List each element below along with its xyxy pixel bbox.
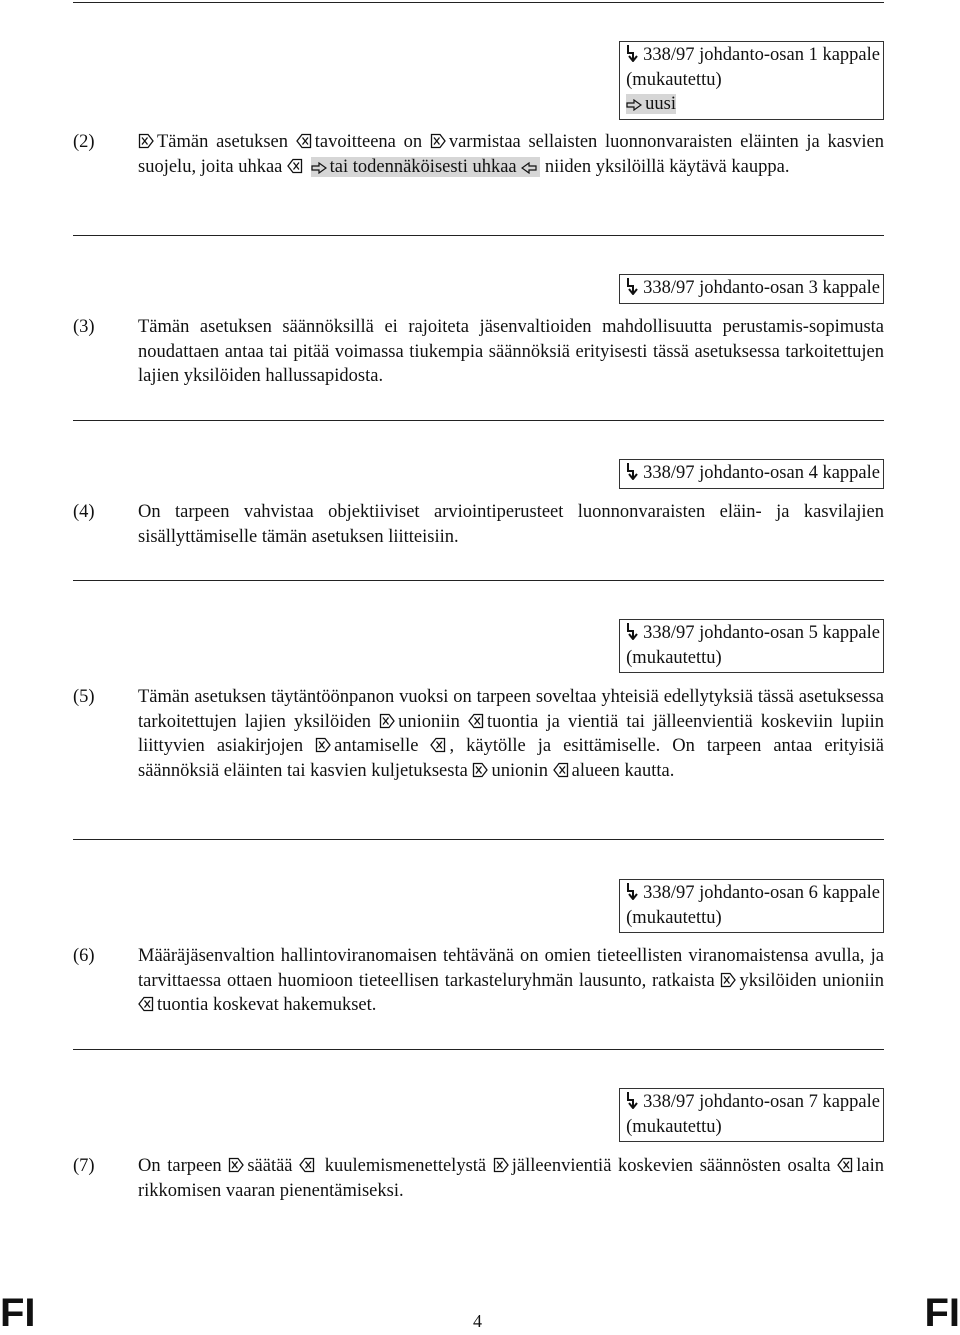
reference-label: 338/97 johdanto-osan 5 kappale [643,623,880,643]
paragraph-text [138,1154,884,1203]
text-segment: tuontia koskevat hakemukset. [157,995,377,1016]
paragraph-text [138,130,884,179]
paragraph-number: (2) [73,132,95,152]
text-segment: jälleenvientiä koskevien säännösten osalta [511,1156,831,1176]
insert-marker-icon [493,1157,509,1173]
reference-label: 338/97 johdanto-osan 7 kappale [643,1092,880,1112]
insert-marker-icon [720,972,736,988]
paragraph-number: (4) [73,502,95,522]
text-segment: niiden yksilöillä käytävä kauppa. [544,156,790,177]
left-arrow-icon [521,162,537,174]
paragraph-5 [73,685,884,784]
insert-marker-icon [379,713,395,729]
paragraph-text [138,685,884,784]
reference-box [619,41,884,120]
delete-marker-icon [430,737,446,753]
section-divider [73,839,884,840]
paragraph-3 [73,315,884,389]
right-arrow-icon [626,99,642,111]
reference-note: (mukautettu) [626,1116,722,1137]
footer-language-right: FI [924,1291,960,1335]
paragraph-number: (7) [73,1156,95,1176]
section-divider [73,1049,884,1050]
reference-label: 338/97 johdanto-osan 3 kappale [643,278,880,298]
down-arrow-icon [626,882,640,900]
paragraph-4 [73,500,884,549]
paragraph-6 [73,944,884,1018]
insert-marker-icon [138,133,154,149]
text-segment: varmistaa sellaisten luonnonvaraisten eläinten ja kasvien suojelu, joita uhkaa [138,132,884,177]
text-segment: Määräjäsenvaltion hallintoviranomaisen tehtävänä on omien tieteellisten viranomaistensa avulla, ja tarvittaessa ottaen huomioon tieteellisen tarkasteluryhmän lausunto, ratkaista [138,946,884,991]
footer-language-left: FI [0,1291,36,1335]
insert-marker-icon [315,737,331,753]
paragraph-number: (6) [73,946,95,966]
down-arrow-icon [626,277,640,295]
reference-label: 338/97 johdanto-osan 4 kappale [643,463,880,483]
insert-marker-icon [472,762,488,778]
delete-marker-icon [287,158,303,174]
text-segment: lain rikkomisen vaaran pienentämiseksi. [138,1156,885,1201]
reference-note: (mukautettu) [626,907,722,928]
reference-box [619,274,884,304]
delete-marker-icon [553,762,569,778]
paragraph-number: (5) [73,687,95,707]
delete-marker-icon [296,133,312,149]
reference-new-label: uusi [645,94,676,114]
text-segment: alueen kautta. [571,761,675,782]
text-segment: antamiselle [334,736,419,757]
text-segment: Tämän asetuksen täytäntöönpanon vuoksi on tarpeen soveltaa yhteisiä edellytyksiä tässä asetuksessa tarkoitettujen lajien yksilöiden [138,687,884,732]
text-segment: kuulemismenettelystä [324,1156,487,1176]
reference-box [619,619,884,673]
reference-note: (mukautettu) [626,69,722,90]
text-segment: On tarpeen [138,1156,222,1176]
text-segment: Tämän asetuksen [157,132,289,152]
text-segment: säätää [247,1156,293,1176]
reference-box [619,879,884,933]
paragraph-text: On tarpeen vahvistaa objektiiviset arviointiperusteet luonnonvaraisten eläin- ja kasvilajien sisällyttämiselle tämän asetuksen liitteisiin. [138,502,884,547]
reference-label: 338/97 johdanto-osan 1 kappale [643,45,880,65]
down-arrow-icon [626,462,640,480]
down-arrow-icon [626,622,640,640]
right-arrow-icon [311,162,327,174]
top-rule [73,2,884,3]
delete-marker-icon [138,996,154,1012]
reference-box [619,1088,884,1142]
paragraph-number: (3) [73,317,95,337]
delete-marker-icon [837,1157,853,1173]
section-divider [73,580,884,581]
reference-label: 338/97 johdanto-osan 6 kappale [643,883,880,903]
insert-marker-icon [228,1157,244,1173]
text-segment: unionin [491,761,548,782]
reference-box [619,459,884,489]
delete-marker-icon [299,1157,315,1173]
text-segment: unioniin [398,711,460,732]
paragraph-text [138,944,884,1018]
text-segment: tuontia ja vientiä tai jälleenvientiä koskeviin lupiin liittyvien asiakirjojen [138,711,885,757]
paragraph-7 [73,1154,884,1203]
page-number: 4 [473,1311,482,1331]
paragraph-2 [73,130,884,179]
insert-marker-icon [430,133,446,149]
down-arrow-icon [626,1091,640,1109]
text-segment: , käytölle ja esittämiselle. On tarpeen antaa erityisiä säännöksiä eläinten tai kasvien kuljetuksesta [138,736,884,782]
down-arrow-icon [626,44,640,62]
text-segment: yksilöiden unioniin [739,970,885,991]
text-segment: tavoitteena on [314,132,423,152]
paragraph-text: Tämän asetuksen säännöksillä ei rajoiteta jäsenvaltioiden mahdollisuutta perustamis-sopimusta noudattaen antaa tai pitää voimassa tiukempia säännöksiä erityisesti tässä asetuksessa tarkoitettujen lajien yksilöiden hallussapidosta. [138,317,884,387]
section-divider [73,235,884,236]
reference-note: (mukautettu) [626,647,722,668]
highlighted-insertion: tai todennäköisesti uhkaa [329,156,517,177]
delete-marker-icon [468,713,484,729]
section-divider [73,420,884,421]
